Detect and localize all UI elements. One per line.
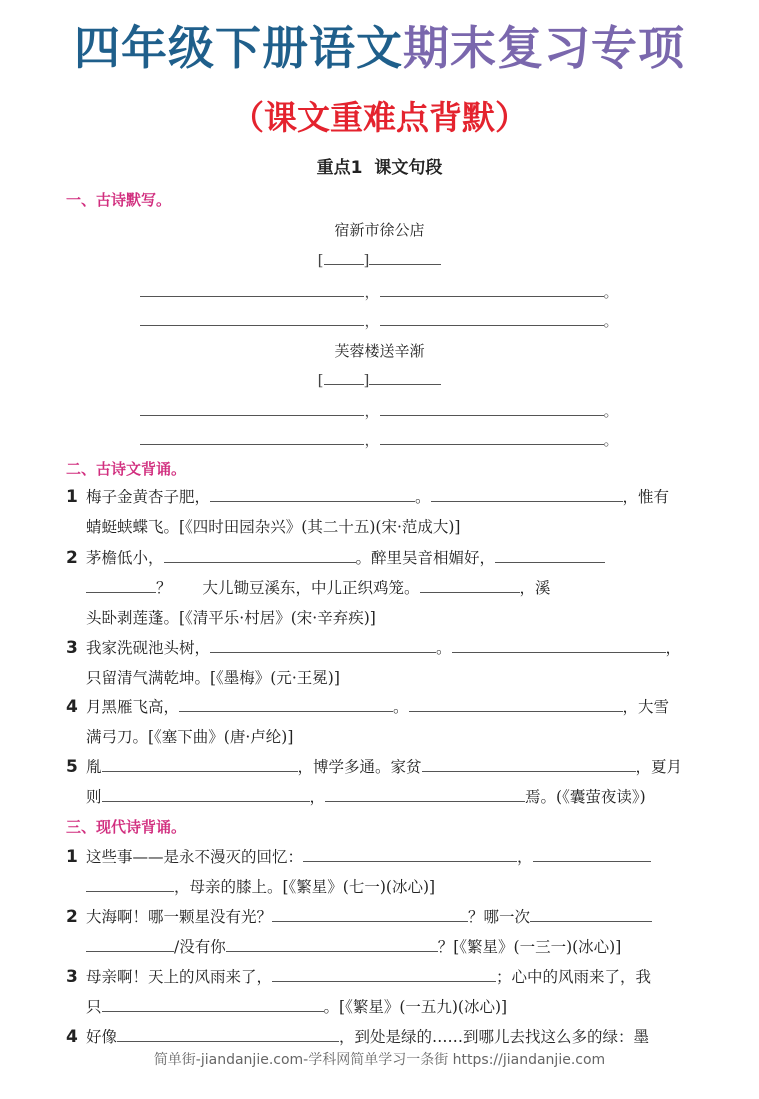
blank-line[interactable] (420, 578, 520, 593)
section-heading-3: 三、现代诗背诵。 (66, 818, 187, 836)
blank-line[interactable] (380, 430, 604, 445)
blank-line[interactable] (210, 487, 415, 502)
page-subtitle: （课文重难点背默） (231, 98, 528, 137)
blank-line[interactable] (422, 757, 636, 772)
blank-line[interactable] (140, 311, 364, 326)
blank-line[interactable] (86, 937, 174, 952)
poem-2-author-line: [ ] (0, 370, 759, 389)
page-title (0, 12, 759, 78)
item-9-line-1: 4 好像 ，到处是绿的……到哪儿去找这么多的绿：墨 (66, 1027, 650, 1047)
blank-line[interactable] (533, 847, 651, 862)
title-part-1: 四年级下册语文 (74, 21, 403, 75)
blank-line[interactable] (272, 967, 496, 982)
blank-line[interactable] (102, 757, 298, 772)
blank-line[interactable] (303, 847, 517, 862)
blank-dynasty[interactable] (324, 250, 364, 265)
blank-line[interactable] (86, 877, 174, 892)
blank-line[interactable] (210, 638, 436, 653)
focus-topic: 课文句段 (374, 158, 443, 178)
blank-line[interactable] (140, 282, 364, 297)
item-6-line-1: 1 这些事——是永不漫灭的回忆： ， (66, 842, 710, 872)
item-8-line-1: 3 母亲啊！天上的风雨来了， ；心中的风雨来了，我 (66, 967, 652, 987)
poem-1-line-1: ， 。 (0, 281, 759, 302)
blank-line[interactable] (102, 787, 310, 802)
blank-line[interactable] (102, 997, 324, 1012)
item-5-line-2: 则 ， 焉。(《囊萤夜读》) (86, 788, 646, 806)
blank-line[interactable] (140, 401, 364, 416)
item-1-line-1: 1 梅子金黄杏子肥， 。 ，惟有 (66, 487, 670, 507)
title-part-2: 期末复习专项 (403, 21, 685, 75)
item-2-line-3: 头卧剥莲蓬。[《清平乐·村居》(宋·辛弃疾)] (86, 609, 376, 627)
blank-line[interactable] (409, 697, 623, 712)
poem-1-author-line: [ ] (0, 250, 759, 269)
poem-title-2: 芙蓉楼送辛渐 (334, 342, 425, 360)
focus-label: 重点1 (316, 158, 363, 178)
section-heading-1: 一、古诗默写。 (66, 191, 172, 209)
blank-line[interactable] (226, 937, 438, 952)
blank-line[interactable] (86, 578, 156, 593)
blank-author[interactable] (369, 250, 441, 265)
item-5-line-1: 5 胤 ，博学多通。家贫 ，夏月 (66, 757, 683, 777)
poem-2-line-2: ， 。 (0, 429, 759, 450)
blank-line[interactable] (117, 1027, 339, 1042)
footer-watermark: 简单街-jiandanjie.com-学科网简单学习一条街 https://jiandanjie.com (153, 1052, 606, 1068)
poem-2-line-1: ， 。 (0, 400, 759, 421)
blank-dynasty[interactable] (324, 370, 364, 385)
item-8-line-2: 只 。[《繁星》(一五九)(冰心)] (86, 998, 508, 1016)
item-2-line-1: 2 茅檐低小， 。醉里吴音相媚好， (66, 543, 710, 573)
poem-1-line-2: ， 。 (0, 310, 759, 331)
item-3-line-2: 只留清气满乾坤。[《墨梅》(元·王冕)] (86, 669, 340, 687)
blank-line[interactable] (179, 697, 393, 712)
poem-title-1: 宿新市徐公店 (334, 221, 425, 239)
blank-line[interactable] (164, 548, 356, 563)
item-3-line-1: 3 我家洗砚池头树， 。 ， (66, 638, 682, 658)
blank-line[interactable] (530, 907, 652, 922)
blank-line[interactable] (495, 548, 605, 563)
section-heading-2: 二、古诗文背诵。 (66, 460, 187, 478)
blank-line[interactable] (380, 401, 604, 416)
item-7-line-1: 2 大海啊！哪一颗星没有光？ ？哪一次 (66, 902, 710, 932)
item-7-line-2: /没有你 ？[《繁星》(一三一)(冰心)] (66, 932, 730, 962)
blank-line[interactable] (380, 282, 604, 297)
item-4-line-1: 4 月黑雁飞高， 。 ，大雪 (66, 697, 670, 717)
blank-line[interactable] (325, 787, 525, 802)
item-4-line-2: 满弓刀。[《塞下曲》(唐·卢纶)] (86, 728, 294, 746)
blank-line[interactable] (452, 638, 666, 653)
item-2-line-2: ？ 大儿锄豆溪东，中儿正织鸡笼。 ，溪 (66, 573, 730, 603)
blank-line[interactable] (140, 430, 364, 445)
item-1-line-2: 蜻蜓蛱蝶飞。[《四时田园杂兴》(其二十五)(宋·范成大)] (86, 518, 461, 536)
blank-author[interactable] (369, 370, 441, 385)
blank-line[interactable] (431, 487, 623, 502)
blank-line[interactable] (272, 907, 468, 922)
focus-heading (0, 153, 759, 178)
item-6-line-2: ，母亲的膝上。[《繁星》(七一)(冰心)] (66, 872, 730, 902)
blank-line[interactable] (380, 311, 604, 326)
